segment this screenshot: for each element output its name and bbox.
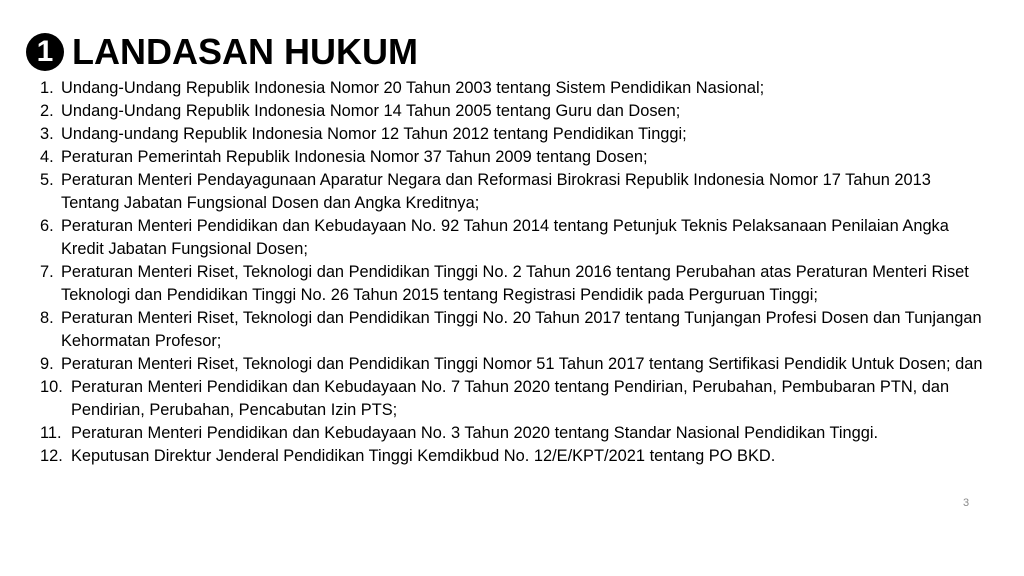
item-number: 9. bbox=[40, 355, 54, 373]
list-item bbox=[40, 169, 990, 215]
item-number: 12. bbox=[40, 447, 63, 465]
item-text: Keputusan Direktur Jenderal Pendidikan Tinggi Kemdikbud No. 12/E/KPT/2021 tentang PO BKD. bbox=[71, 447, 776, 465]
list-item bbox=[40, 376, 990, 422]
slide-page-number: 3 bbox=[963, 497, 970, 509]
item-number: 5. bbox=[40, 171, 54, 189]
item-number: 7. bbox=[40, 263, 54, 281]
item-number: 1. bbox=[40, 79, 54, 97]
item-text: Peraturan Menteri Pendayagunaan Aparatur Negara dan Reformasi Birokrasi Republik Indonesia Nomor 17 Tahun 2013 Tentang Jabatan Fungsional Dosen dan Angka Kreditnya; bbox=[61, 171, 931, 212]
item-text: Peraturan Menteri Riset, Teknologi dan Pendidikan Tinggi Nomor 51 Tahun 2017 tentang Sertifikasi Pendidik Untuk Dosen; dan bbox=[61, 355, 983, 373]
list-item bbox=[40, 215, 990, 261]
list-item bbox=[40, 146, 990, 169]
item-number: 8. bbox=[40, 309, 54, 327]
section-number-badge: 1 bbox=[26, 33, 64, 71]
item-number: 10. bbox=[40, 378, 63, 396]
list-item bbox=[40, 353, 990, 376]
list-item bbox=[40, 123, 990, 146]
item-text: Peraturan Menteri Riset, Teknologi dan Pendidikan Tinggi No. 2 Tahun 2016 tentang Perubahan atas Peraturan Menteri Riset Teknologi dan Pendidikan Tinggi No. 26 Tahun 2015 tentang Registrasi Pendidik pada Perguruan Tinggi; bbox=[61, 263, 969, 304]
list-item bbox=[40, 261, 990, 307]
item-number: 6. bbox=[40, 217, 54, 235]
item-text: Undang-Undang Republik Indonesia Nomor 20 Tahun 2003 tentang Sistem Pendidikan Nasional; bbox=[61, 79, 765, 97]
item-text: Peraturan Pemerintah Republik Indonesia Nomor 37 Tahun 2009 tentang Dosen; bbox=[61, 148, 648, 166]
item-number: 4. bbox=[40, 148, 54, 166]
list-item bbox=[40, 77, 990, 100]
list-item bbox=[40, 307, 990, 353]
legal-basis-list bbox=[40, 77, 990, 468]
list-item bbox=[40, 422, 990, 445]
item-number: 3. bbox=[40, 125, 54, 143]
list-item bbox=[40, 100, 990, 123]
list-item bbox=[40, 445, 990, 468]
item-number: 2. bbox=[40, 102, 54, 120]
item-text: Undang-undang Republik Indonesia Nomor 12 Tahun 2012 tentang Pendidikan Tinggi; bbox=[61, 125, 687, 143]
item-number: 11. bbox=[40, 424, 62, 442]
item-text: Peraturan Menteri Pendidikan dan Kebudayaan No. 7 Tahun 2020 tentang Pendirian, Perubahan, Pembubaran PTN, dan Pendirian, Perubahan, Pencabutan Izin PTS; bbox=[71, 378, 950, 419]
item-text: Undang-Undang Republik Indonesia Nomor 14 Tahun 2005 tentang Guru dan Dosen; bbox=[61, 102, 681, 120]
page-title: LANDASAN HUKUM bbox=[72, 31, 418, 72]
item-text: Peraturan Menteri Riset, Teknologi dan Pendidikan Tinggi No. 20 Tahun 2017 tentang Tunjangan Profesi Dosen dan Tunjangan Kehormatan Profesor; bbox=[61, 309, 982, 350]
item-text: Peraturan Menteri Pendidikan dan Kebudayaan No. 92 Tahun 2014 tentang Petunjuk Teknis Pelaksanaan Penilaian Angka Kredit Jabatan Fungsional Dosen; bbox=[61, 217, 949, 258]
item-text: Peraturan Menteri Pendidikan dan Kebudayaan No. 3 Tahun 2020 tentang Standar Nasional Pendidikan Tinggi. bbox=[71, 424, 879, 442]
slide-heading bbox=[26, 30, 418, 74]
